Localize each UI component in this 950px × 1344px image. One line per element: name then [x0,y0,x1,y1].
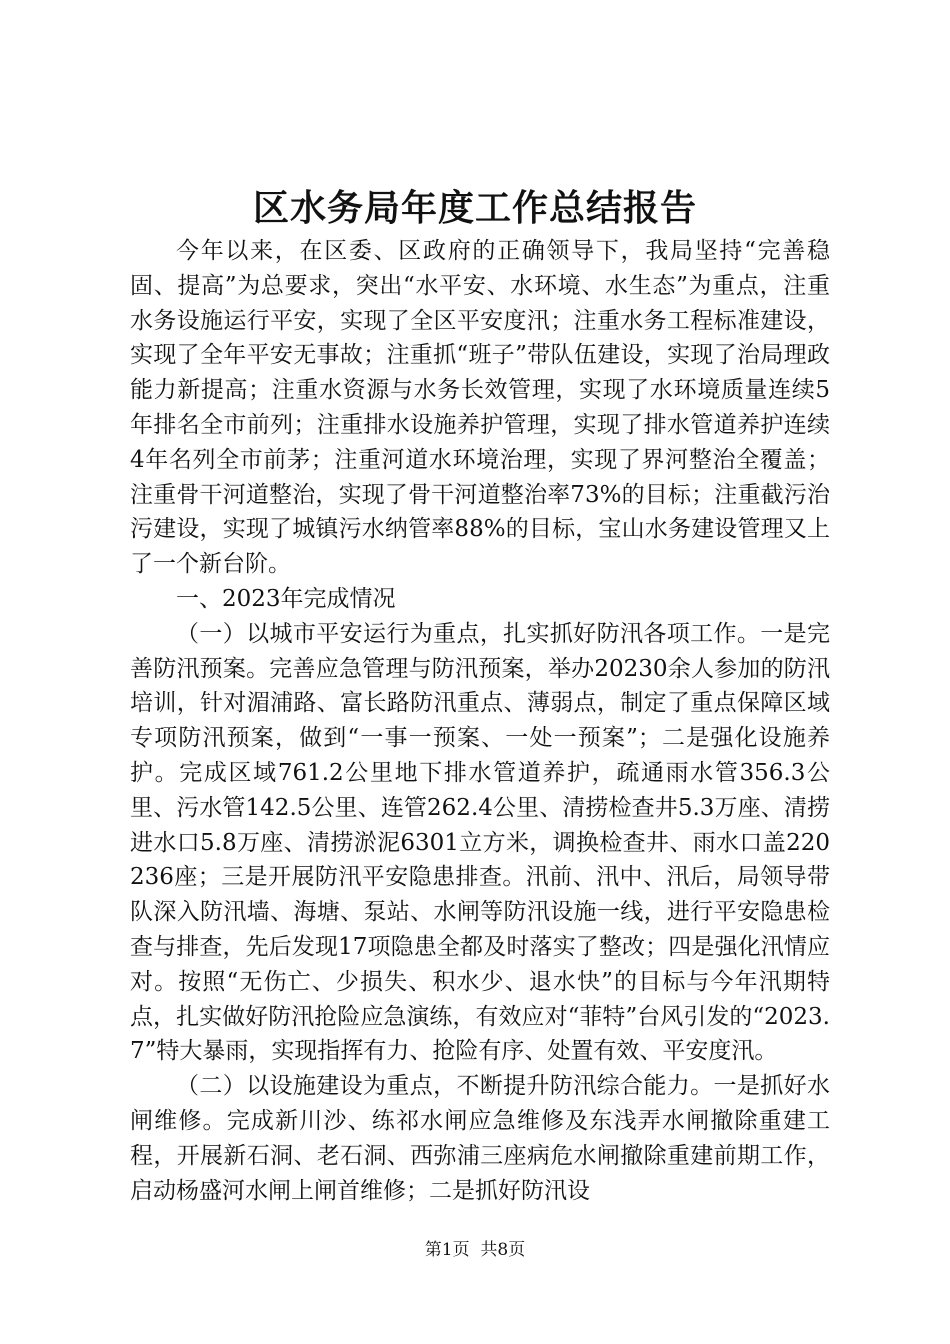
document-title: 区水务局年度工作总结报告 [252,187,697,229]
intro-paragraph: 今年以来，在区委、区政府的正确领导下，我局坚持“完善稳固、提高”为总要求，突出“水平安、水环境、水生态”为重点，注重水务设施运行平安，实现了全区平安度汛；注重水务工程标准建设，实现了全年平安无事故；注重抓“班子”带队伍建设，实现了治局理政能力新提高；注重水资源与水务长效管理，实现了水环境质量连续5年排名全市前列；注重排水设施养护管理，实现了排水管道养护连续4年名列全市前茅；注重河道水环境治理，实现了界河整治全覆盖；注重骨干河道整治，实现了骨干河道整治率73%的目标；注重截污治污建设，实现了城镇污水纳管率88%的目标，宝山水务建设管理又上了一个新台阶。 [130,238,830,578]
section-paragraph-1: （一）以城市平安运行为重点，扎实抓好防汛各项工作。一是完善防汛预案。完善应急管理与防汛预案，举办20230余人参加的防汛培训，针对湄浦路、富长路防汛重点、薄弱点，制定了重点保障区域专项防汛预案，做到“一事一预案、一处一预案”；二是强化设施养护。完成区域761.2公里地下排水管道养护，疏通雨水管356.3公里、污水管142.5公里、连管262.4公里、清捞检查井5.3万座、清捞进水口5.8万座、清捞淤泥6301立方米，调换检查井、雨水口盖220236座；三是开展防汛平安隐患排查。汛前、汛中、汛后，局领导带队深入防汛墙、海塘、泵站、水闸等防汛设施一线，进行平安隐患检查与排查，先后发现17项隐患全都及时落实了整改；四是强化汛情应对。按照“无伤亡、少损失、积水少、退水快”的目标与今年汛期特点，扎实做好防汛抢险应急演练，有效应对“菲特”台风引发的“2023.7”特大暴雨，实现指挥有力、抢险有序、处置有效、平安度汛。 [130,620,830,1065]
page-footer [0,1238,950,1262]
section-paragraph-2: （二）以设施建设为重点，不断提升防汛综合能力。一是抓好水闸维修。完成新川沙、练祁水闸应急维修及东浅弄水闸撤除重建工程，开展新石洞、老石洞、西弥浦三座病危水闸撤除重建前期工作，启动杨盛河水闸上闸首维修；二是抓好防汛设 [130,1073,830,1204]
section-heading: 一、2023年完成情况 [176,585,396,612]
page-number: 第1页 共8页 [424,1240,526,1260]
document-body [130,234,830,1208]
